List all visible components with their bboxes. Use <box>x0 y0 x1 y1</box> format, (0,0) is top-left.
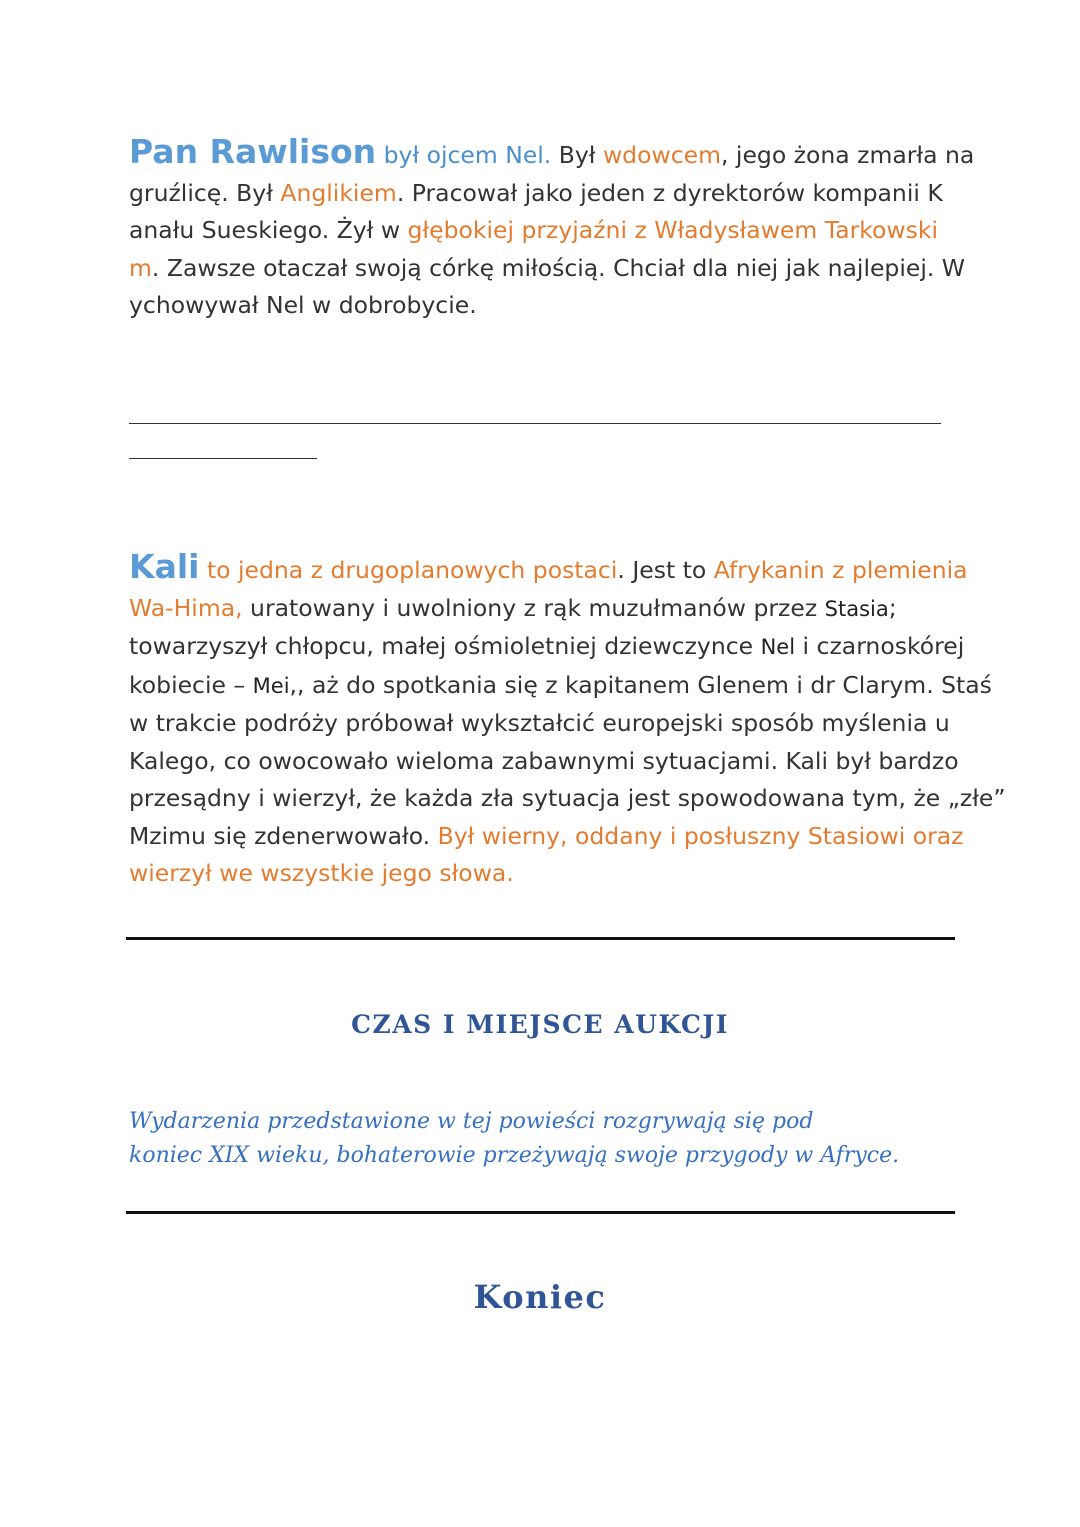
rawlison-paragraph: Pan Rawlison był ojcem Nel. Był wdowcem, jego żona zmarła na gruźlicę. Był Anglikiem. Pracował jako jeden z dyrektorów kompanii K anału Sueskiego. Żył w głębokiej przyjaźni z Władysławem Tarkowski m. Zawsze otaczał swoją córkę miłością. Chciał dla niej jak najlepiej. W ychowywał Nel w dobrobycie. <box>129 132 975 319</box>
czas-paragraph: Wydarzenia przedstawione w tej powieści rozgrywają się pod koniec XIX wieku, bohaterowie przeżywają swoje przygody w Afryce. <box>129 1109 900 1168</box>
blank-line-short <box>129 458 317 459</box>
kali-paragraph: Kali to jedna z drugoplanowych postaci. Jest to Afrykanin z plemienia Wa-Hima, uratowany i uwolniony z rąk muzułmanów przez Stasia; towarzyszył chłopcu, małej ośmioletniej dziewczynce Nel i czarnoskórej kobiecie – Mei,, aż do spotkania się z kapitanem Glenem i dr Clarym. Staś w trakcie podróży próbował wykształcić europejski sposób myślenia u Kalego, co owocowało wieloma zabawnymi sytuacjami. Kali był bardzo przesądny i wierzył, że każda zła sytuacja jest spowodowana tym, że „złe” Mzimu się zdenerwowało. Był wierny, oddany i posłuszny Stasiowi oraz wierzył we wszystkie jego słowa. <box>129 547 1006 887</box>
section-divider <box>126 937 955 940</box>
rawlison-name: Pan Rawlison <box>129 132 377 171</box>
end-heading: Koniec <box>473 1278 607 1316</box>
section-divider <box>126 1211 955 1214</box>
section-heading-czas: CZAS I MIEJSCE AUKCJI <box>351 1010 729 1039</box>
kali-name: Kali <box>129 547 200 586</box>
blank-line-long <box>129 423 941 424</box>
